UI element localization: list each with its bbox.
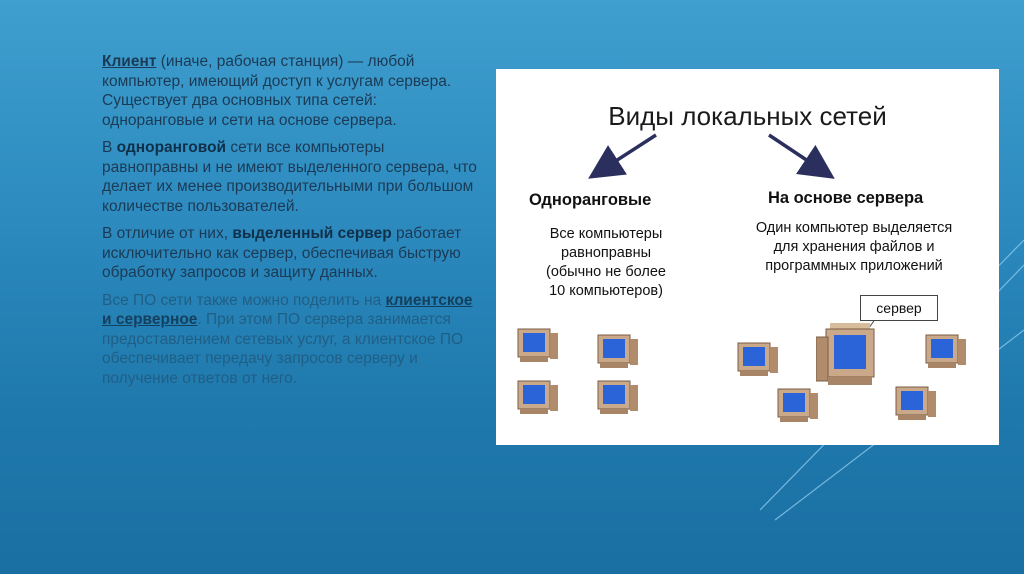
computer-icon [894, 383, 938, 423]
paragraph-software: Все ПО сети также можно поделить на клиентское и серверное. При этом ПО сервера занимается предоставлением сетевых услуг, а клиентское ПО обеспечивает передачу запросов серверу и получение ответов от него. [102, 291, 473, 387]
paragraph-server: В отличие от них, выделенный сервер работает исключительно как сервер, обеспечивая быструю обработку запросов и защиту данных. [102, 225, 462, 281]
server-heading: На основе сервера [768, 189, 924, 207]
term-dedicated-server: выделенный сервер [232, 225, 392, 242]
term-client-server-software: клиентское и серверное [102, 291, 473, 328]
computer-icon [516, 325, 560, 365]
diagram-panel [496, 69, 999, 445]
term-peer: одноранговой [116, 139, 227, 156]
arrow-right [769, 135, 829, 175]
paragraph-peer: В одноранговой сети все компьютеры равноправны и не имеют выделенного сервера, что делает их менее производительными при большом количестве пользователей. [102, 139, 477, 215]
paragraph-client: Клиент (иначе, рабочая станция) — любой компьютер, имеющий доступ к услугам сервера. Существует два основных типа сетей: одноранговые и сети на основе сервера. [102, 53, 452, 129]
computer-icon [596, 331, 640, 371]
peer-heading: Одноранговые [529, 191, 652, 209]
server-description: Один компьютер выделяется для хранения файлов и программных приложений [755, 220, 953, 274]
computer-icon [776, 385, 820, 425]
server-label: сервер [860, 295, 938, 321]
peer-description: Все компьютеры равноправны (обычно не более 10 компьютеров) [545, 226, 666, 299]
term-client: Клиент [102, 53, 157, 70]
arrow-left [594, 135, 656, 175]
computer-icon [736, 339, 780, 379]
computer-icon [596, 377, 640, 417]
computer-icon [516, 377, 560, 417]
computer-icon [924, 331, 968, 371]
text-column [102, 52, 482, 396]
diagram-title: Виды локальных сетей [608, 101, 887, 131]
server-computer-icon [816, 321, 882, 391]
